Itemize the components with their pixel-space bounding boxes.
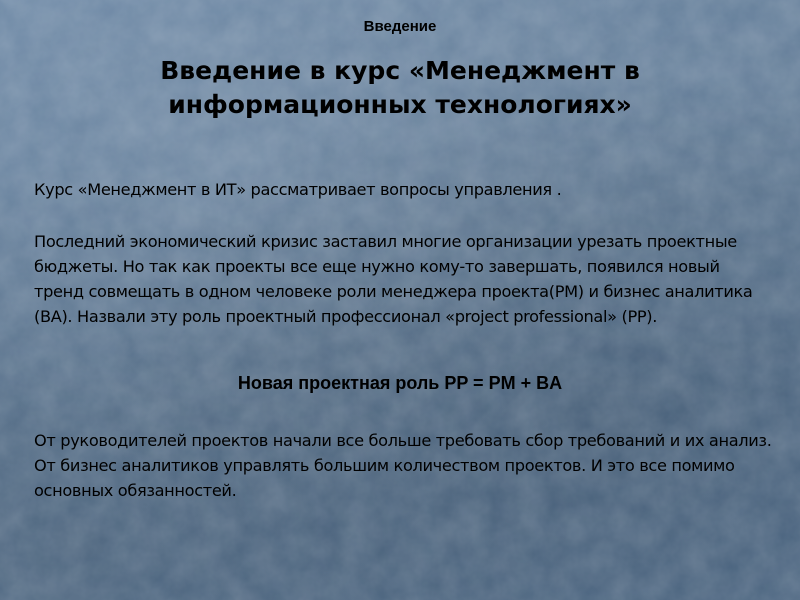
slide-title bbox=[60, 54, 740, 122]
role-formula: Новая проектная роль PP = PM + BA bbox=[237, 373, 563, 393]
slide-title-line-1: Введение в курс «Менеджмент в bbox=[160, 56, 640, 85]
crisis-paragraph: Последний экономический кризис заставил многие организации урезать проектные бюджеты. Но так как проекты все еще нужно кому-то завершать, появился новый тренд совмещать в одном человеке роли менеджера проекта(PM) и бизнес аналитика (BA). Назвали эту роль проектный профессионал «project professional» (PP). bbox=[34, 232, 753, 326]
slide-title-line-2: информационных технологиях» bbox=[168, 90, 632, 119]
requirements-paragraph: От руководителей проектов начали все больше требовать сбор требований и их анализ. От бизнес аналитиков управлять большим количеством проектов. И это все помимо основных обязанностей. bbox=[34, 431, 772, 500]
intro-paragraph: Курс «Менеджмент в ИТ» рассматривает вопросы управления . bbox=[34, 180, 562, 199]
slide-header: Введение bbox=[363, 18, 437, 35]
